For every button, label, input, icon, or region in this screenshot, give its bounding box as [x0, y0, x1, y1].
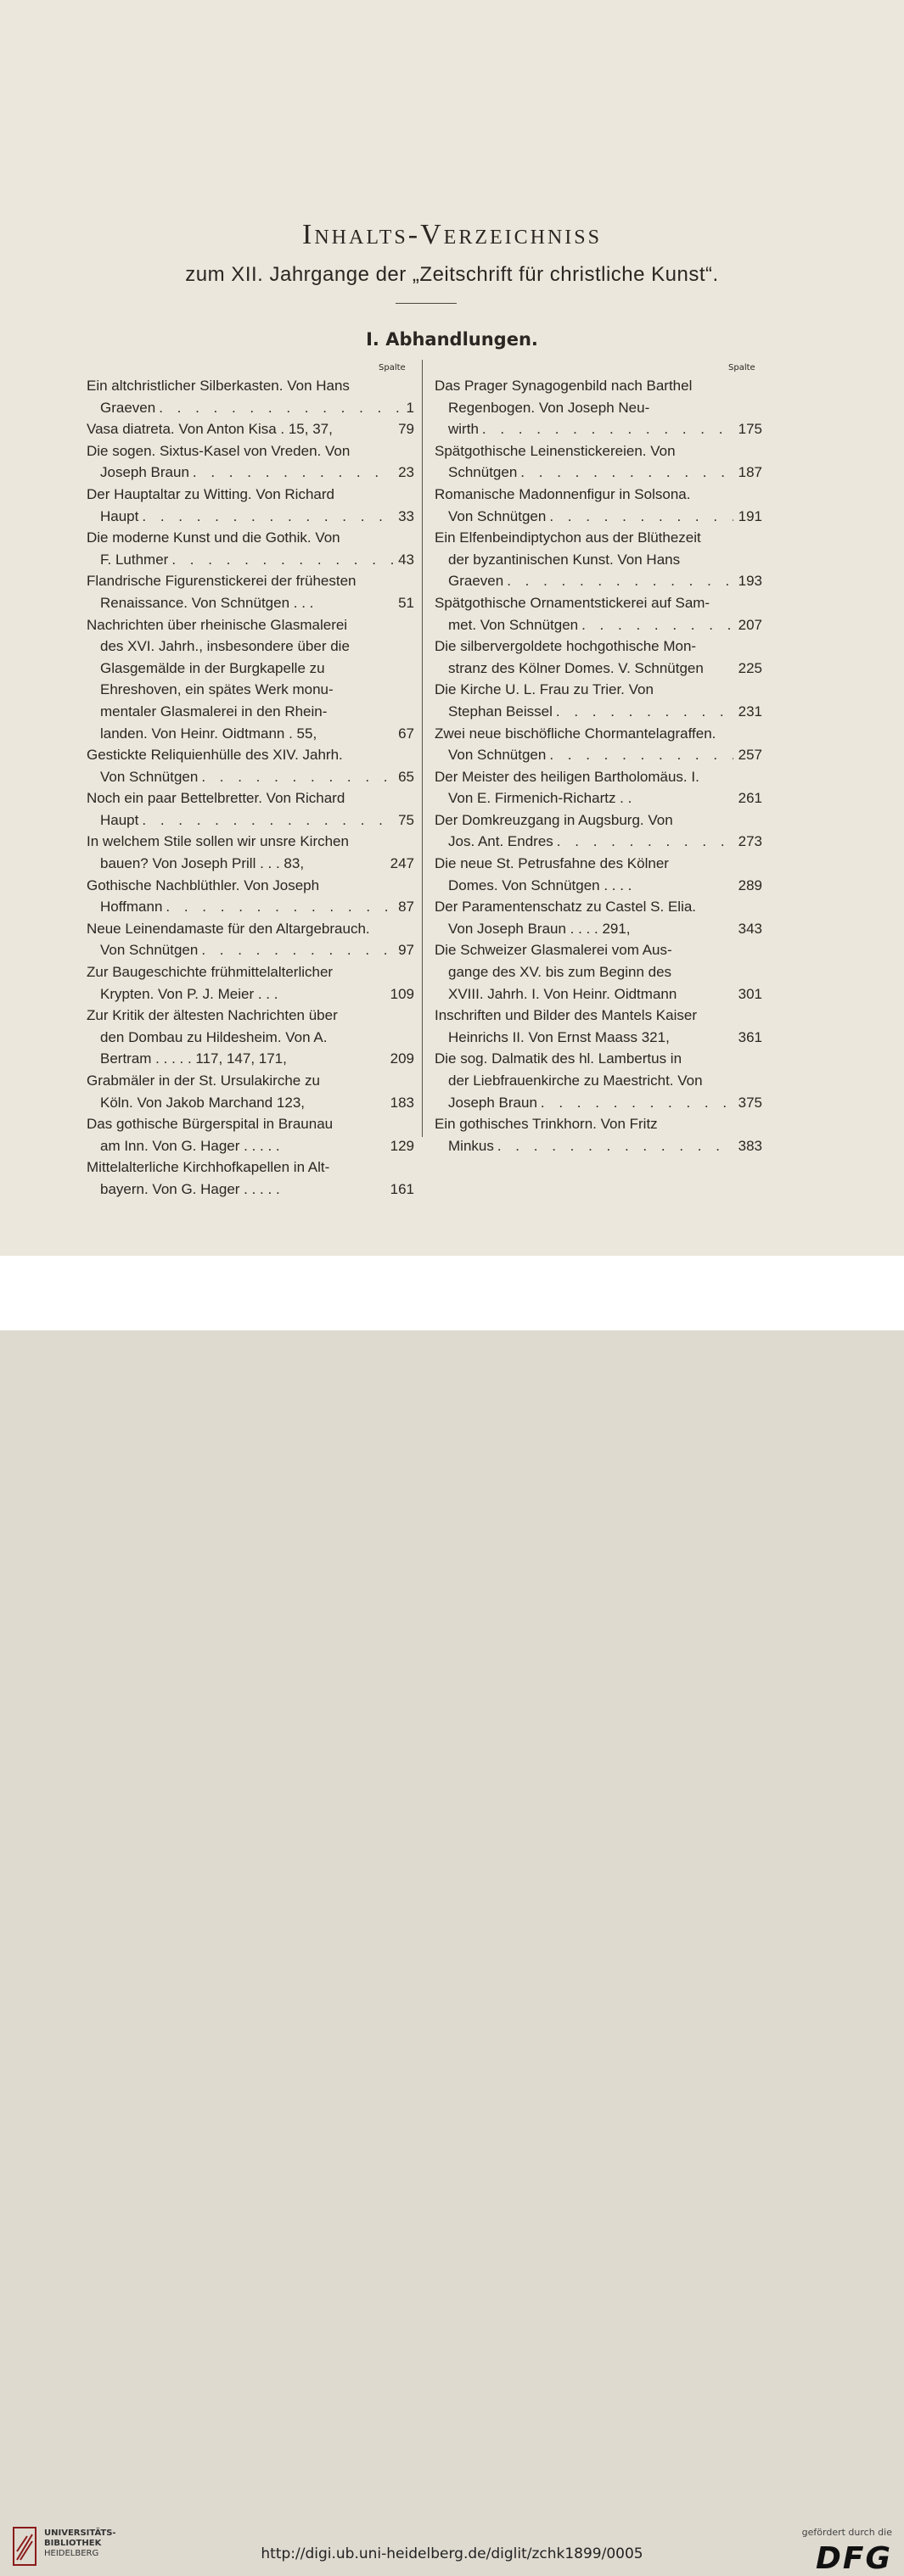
- toc-line: [435, 831, 762, 853]
- toc-line: [87, 636, 414, 658]
- toc-entry-text: Ein Elfenbeindiptychon aus der Blüthezeit: [435, 529, 701, 546]
- toc-line: [435, 375, 762, 397]
- toc-entry-text: Von E. Firmenich-Richartz . .: [448, 790, 632, 807]
- toc-column-number: 191: [738, 507, 762, 524]
- toc-entry-text: Regenbogen. Von Joseph Neu-: [448, 399, 650, 416]
- toc-column-number: 129: [390, 1137, 414, 1154]
- title-rule: [396, 303, 457, 304]
- dot-leader: [581, 614, 733, 636]
- toc-line: [87, 418, 414, 440]
- dot-leader: [171, 549, 393, 571]
- toc-line: [435, 809, 762, 832]
- digitization-footer: [0, 1256, 904, 2576]
- toc-line: [435, 1092, 762, 1114]
- toc-entry-text: Ein gothisches Trinkhorn. Von Fritz: [435, 1116, 658, 1133]
- toc-column-number: 51: [398, 594, 414, 611]
- toc-entry-text: gange des XV. bis zum Beginn des: [448, 964, 672, 981]
- toc-entry-text: landen. Von Heinr. Oidtmann . 55,: [100, 725, 317, 742]
- toc-line: [87, 875, 414, 897]
- toc-entry-text: Heinrichs II. Von Ernst Maass 321,: [448, 1028, 670, 1045]
- toc-column-number: 87: [398, 899, 414, 916]
- dot-leader: [557, 831, 733, 853]
- toc-line: [87, 983, 414, 1005]
- dot-leader: [201, 939, 393, 961]
- toc-line: [87, 853, 414, 875]
- toc-column-number: 231: [738, 703, 762, 720]
- column-label-left: Spalte: [379, 363, 406, 372]
- toc-entry-text: Graeven: [100, 399, 156, 416]
- toc-line: [87, 1027, 414, 1049]
- toc-line: [87, 1135, 414, 1157]
- toc-line: [87, 939, 414, 961]
- toc-line: [87, 1179, 414, 1201]
- toc-line: [435, 592, 762, 614]
- page-subtitle: zum XII. Jahrgange der „Zeitschrift für christliche Kunst“.: [185, 263, 719, 286]
- toc-entry-text: Joseph Braun: [448, 1094, 537, 1111]
- toc-line: [87, 462, 414, 484]
- toc-entry-text: Hoffmann: [100, 899, 163, 916]
- toc-line: [435, 549, 762, 571]
- toc-column-number: 383: [738, 1137, 762, 1154]
- sponsor-text: gefördert durch die: [801, 2527, 892, 2538]
- toc-line: [435, 896, 762, 918]
- toc-line: [87, 1070, 414, 1092]
- toc-line: [435, 983, 762, 1005]
- toc-entry-text: bayern. Von G. Hager . . . . .: [100, 1180, 280, 1197]
- toc-entry-text: wirth: [448, 421, 479, 438]
- toc-column-number: 97: [398, 942, 414, 959]
- dfg-logo: DFG: [815, 2541, 892, 2576]
- toc-line: [435, 614, 762, 636]
- toc-line: [435, 853, 762, 875]
- toc-entry-text: Renaissance. Von Schnütgen . . .: [100, 594, 314, 611]
- toc-left-column: [87, 375, 414, 1201]
- toc-entry-text: Die sogen. Sixtus-Kasel von Vreden. Von: [87, 442, 351, 459]
- toc-entry-text: Von Joseph Braun . . . . 291,: [448, 920, 631, 937]
- toc-entry-text: Die neue St. Petrusfahne des Kölner: [435, 855, 669, 872]
- toc-line: [87, 1113, 414, 1135]
- toc-line: [435, 506, 762, 528]
- toc-entry-text: Von Schnütgen: [100, 942, 199, 959]
- toc-line: [435, 1005, 762, 1027]
- toc-line: [87, 723, 414, 745]
- section-heading: I. Abhandlungen.: [366, 329, 538, 350]
- toc-column-number: 183: [390, 1094, 414, 1111]
- toc-column-number: 1: [406, 399, 414, 416]
- dot-leader: [166, 896, 393, 918]
- toc-line: [87, 527, 414, 549]
- toc-entry-text: Ein altchristlicher Silberkasten. Von Hans: [87, 378, 350, 394]
- toc-entry-text: Die Kirche U. L. Frau zu Trier. Von: [435, 681, 654, 698]
- toc-entry-text: In welchem Stile sollen wir unsre Kirchen: [87, 833, 349, 850]
- toc-line: [87, 787, 414, 809]
- toc-line: [87, 896, 414, 918]
- toc-line: [435, 1113, 762, 1135]
- toc-entry-text: Das Prager Synagogenbild nach Barthel: [435, 378, 693, 394]
- scanned-page: [0, 0, 904, 1256]
- toc-entry-text: Minkus: [448, 1137, 494, 1154]
- toc-column-number: 33: [398, 507, 414, 524]
- toc-entry-text: stranz des Kölner Domes. V. Schnütgen: [448, 659, 704, 676]
- toc-entry-text: Von Schnütgen: [448, 507, 547, 524]
- toc-entry-text: Joseph Braun: [100, 464, 189, 481]
- toc-line: [87, 658, 414, 680]
- toc-column-number: 109: [390, 985, 414, 1002]
- toc-line: [435, 961, 762, 983]
- toc-line: [87, 744, 414, 766]
- toc-entry-text: Neue Leinendamaste für den Altargebrauch.: [87, 920, 370, 937]
- library-name-line: UNIVERSITÄTS-: [44, 2528, 116, 2538]
- toc-entry-text: der Liebfrauenkirche zu Maestricht. Von: [448, 1072, 703, 1089]
- toc-column-number: 23: [398, 464, 414, 481]
- toc-line: [87, 484, 414, 506]
- toc-entry-text: Der Hauptaltar zu Witting. Von Richard: [87, 485, 334, 502]
- column-divider: [422, 360, 423, 1137]
- toc-column-number: 75: [398, 811, 414, 828]
- page-title: Inhalts-Verzeichniss: [302, 219, 602, 250]
- toc-line: [87, 1005, 414, 1027]
- toc-line: [87, 918, 414, 940]
- toc-line: [435, 875, 762, 897]
- library-name-line: BIBLIOTHEK: [44, 2539, 102, 2548]
- toc-line: [87, 766, 414, 788]
- toc-entry-text: Haupt: [100, 811, 139, 828]
- toc-line: [87, 549, 414, 571]
- toc-entry-text: Schnütgen: [448, 464, 518, 481]
- toc-entry-text: mentaler Glasmalerei in den Rhein-: [100, 703, 328, 720]
- toc-column-number: 273: [738, 833, 762, 850]
- toc-entry-text: Haupt: [100, 507, 139, 524]
- toc-line: [87, 614, 414, 636]
- toc-line: [87, 1156, 414, 1179]
- toc-entry-text: Köln. Von Jakob Marchand 123,: [100, 1094, 305, 1111]
- toc-line: [435, 418, 762, 440]
- toc-line: [87, 570, 414, 592]
- toc-column-number: 79: [398, 421, 414, 438]
- toc-column-number: 375: [738, 1094, 762, 1111]
- toc-line: [435, 1135, 762, 1157]
- toc-entry-text: Zur Baugeschichte frühmittelalterlicher: [87, 964, 334, 981]
- toc-column-number: 301: [738, 985, 762, 1002]
- toc-column-number: 261: [738, 790, 762, 807]
- toc-entry-text: Der Paramentenschatz zu Castel S. Elia.: [435, 899, 697, 916]
- toc-entry-text: Ehreshoven, ein spätes Werk monu-: [100, 681, 334, 698]
- dot-leader: [201, 766, 393, 788]
- toc-entry-text: Der Meister des heiligen Bartholomäus. I.: [435, 768, 699, 785]
- toc-line: [435, 723, 762, 745]
- toc-line: [435, 658, 762, 680]
- toc-entry-text: am Inn. Von G. Hager . . . . .: [100, 1137, 280, 1154]
- toc-column-number: 207: [738, 616, 762, 633]
- toc-entry-text: Die sog. Dalmatik des hl. Lambertus in: [435, 1050, 682, 1067]
- toc-line: [435, 636, 762, 658]
- toc-entry-text: Jos. Ant. Endres: [448, 833, 553, 850]
- toc-entry-text: F. Luthmer: [100, 551, 169, 568]
- toc-column-number: 43: [398, 551, 414, 568]
- toc-entry-text: Graeven: [448, 573, 504, 590]
- toc-entry-text: Zur Kritik der ältesten Nachrichten über: [87, 1007, 338, 1024]
- toc-line: [435, 462, 762, 484]
- toc-line: [87, 1048, 414, 1070]
- toc-line: [435, 679, 762, 701]
- toc-line: [435, 527, 762, 549]
- toc-right-column: [435, 375, 762, 1156]
- toc-column-number: 67: [398, 725, 414, 742]
- toc-entry-text: Von Schnütgen: [448, 747, 547, 764]
- toc-entry-text: Noch ein paar Bettelbretter. Von Richard: [87, 790, 345, 807]
- toc-entry-text: Gestickte Reliquienhülle des XIV. Jahrh.: [87, 747, 343, 764]
- toc-column-number: 175: [738, 421, 762, 438]
- toc-line: [87, 679, 414, 701]
- toc-line: [435, 570, 762, 592]
- toc-entry-text: Das gothische Bürgerspital in Braunau: [87, 1116, 334, 1133]
- toc-entry-text: Bertram . . . . . 117, 147, 171,: [100, 1050, 287, 1067]
- toc-entry-text: der byzantinischen Kunst. Von Hans: [448, 551, 681, 568]
- toc-column-number: 225: [738, 659, 762, 676]
- dot-leader: [520, 462, 733, 484]
- toc-line: [87, 592, 414, 614]
- toc-entry-text: Romanische Madonnenfigur in Solsona.: [435, 485, 691, 502]
- dot-leader: [497, 1135, 733, 1157]
- toc-line: [435, 787, 762, 809]
- toc-entry-text: Vasa diatreta. Von Anton Kisa . 15, 37,: [87, 421, 333, 438]
- toc-entry-text: Flandrische Figurenstickerei der frühesten: [87, 573, 357, 590]
- toc-entry-text: Zwei neue bischöfliche Chormantelagraffen.: [435, 725, 716, 742]
- toc-line: [435, 939, 762, 961]
- dot-leader: [549, 744, 733, 766]
- toc-entry-text: Von Schnütgen: [100, 768, 199, 785]
- toc-column-number: 187: [738, 464, 762, 481]
- toc-line: [435, 1027, 762, 1049]
- toc-line: [87, 506, 414, 528]
- toc-line: [435, 1048, 762, 1070]
- dot-leader: [142, 506, 393, 528]
- toc-line: [87, 961, 414, 983]
- column-label-right: Spalte: [728, 363, 755, 372]
- toc-entry-text: Mittelalterliche Kirchhofkapellen in Alt-: [87, 1159, 330, 1176]
- dot-leader: [142, 809, 393, 832]
- dot-leader: [159, 397, 401, 419]
- dot-leader: [193, 462, 393, 484]
- toc-line: [87, 397, 414, 419]
- toc-line: [435, 918, 762, 940]
- toc-column-number: 257: [738, 747, 762, 764]
- library-name-line: HEIDELBERG: [44, 2549, 99, 2558]
- toc-entry-text: Gothische Nachblüthler. Von Joseph: [87, 876, 320, 893]
- toc-column-number: 343: [738, 920, 762, 937]
- toc-line: [435, 766, 762, 788]
- dot-leader: [556, 701, 733, 723]
- toc-entry-text: den Dombau zu Hildesheim. Von A.: [100, 1028, 328, 1045]
- dot-leader: [482, 418, 733, 440]
- toc-entry-text: XVIII. Jahrh. I. Von Heinr. Oidtmann: [448, 985, 677, 1002]
- toc-entry-text: Stephan Beissel: [448, 703, 553, 720]
- toc-column-number: 289: [738, 876, 762, 893]
- toc-entry-text: Inschriften und Bilder des Mantels Kaiser: [435, 1007, 697, 1024]
- toc-column-number: 161: [390, 1180, 414, 1197]
- toc-entry-text: Die moderne Kunst und die Gothik. Von: [87, 529, 340, 546]
- toc-line: [87, 1092, 414, 1114]
- toc-entry-text: Krypten. Von P. J. Meier . . .: [100, 985, 278, 1002]
- toc-line: [435, 397, 762, 419]
- toc-column-number: 361: [738, 1028, 762, 1045]
- toc-column-number: 65: [398, 768, 414, 785]
- toc-column-number: 247: [390, 855, 414, 872]
- toc-entry-text: met. Von Schnütgen: [448, 616, 579, 633]
- toc-line: [87, 831, 414, 853]
- toc-line: [87, 375, 414, 397]
- toc-entry-text: Glasgemälde in der Burgkapelle zu: [100, 659, 325, 676]
- toc-line: [435, 701, 762, 723]
- toc-entry-text: Spätgothische Leinenstickereien. Von: [435, 442, 676, 459]
- dot-leader: [549, 506, 733, 528]
- toc-entry-text: des XVI. Jahrh., insbesondere über die: [100, 638, 350, 655]
- toc-line: [87, 809, 414, 832]
- toc-line: [435, 1070, 762, 1092]
- toc-entry-text: Spätgothische Ornamentstickerei auf Sam-: [435, 594, 710, 611]
- toc-entry-text: Domes. Von Schnütgen . . . .: [448, 876, 632, 893]
- permalink[interactable]: http://digi.ub.uni-heidelberg.de/diglit/zchk1899/0005: [261, 2545, 643, 2562]
- toc-entry-text: Die silbervergoldete hochgothische Mon-: [435, 638, 697, 655]
- toc-entry-text: Die Schweizer Glasmalerei vom Aus-: [435, 942, 672, 959]
- toc-line: [435, 484, 762, 506]
- toc-entry-text: Nachrichten über rheinische Glasmalerei: [87, 616, 348, 633]
- toc-entry-text: Grabmäler in der St. Ursulakirche zu: [87, 1072, 320, 1089]
- toc-line: [87, 701, 414, 723]
- toc-line: [435, 440, 762, 462]
- dot-leader: [507, 570, 733, 592]
- toc-entry-text: bauen? Von Joseph Prill . . . 83,: [100, 855, 305, 872]
- toc-column-number: 209: [390, 1050, 414, 1067]
- sponsor: [802, 2527, 892, 2576]
- toc-column-number: 193: [738, 573, 762, 590]
- toc-line: [87, 440, 414, 462]
- toc-line: [435, 744, 762, 766]
- dot-leader: [541, 1092, 733, 1114]
- toc-entry-text: Der Domkreuzgang in Augsburg. Von: [435, 811, 673, 828]
